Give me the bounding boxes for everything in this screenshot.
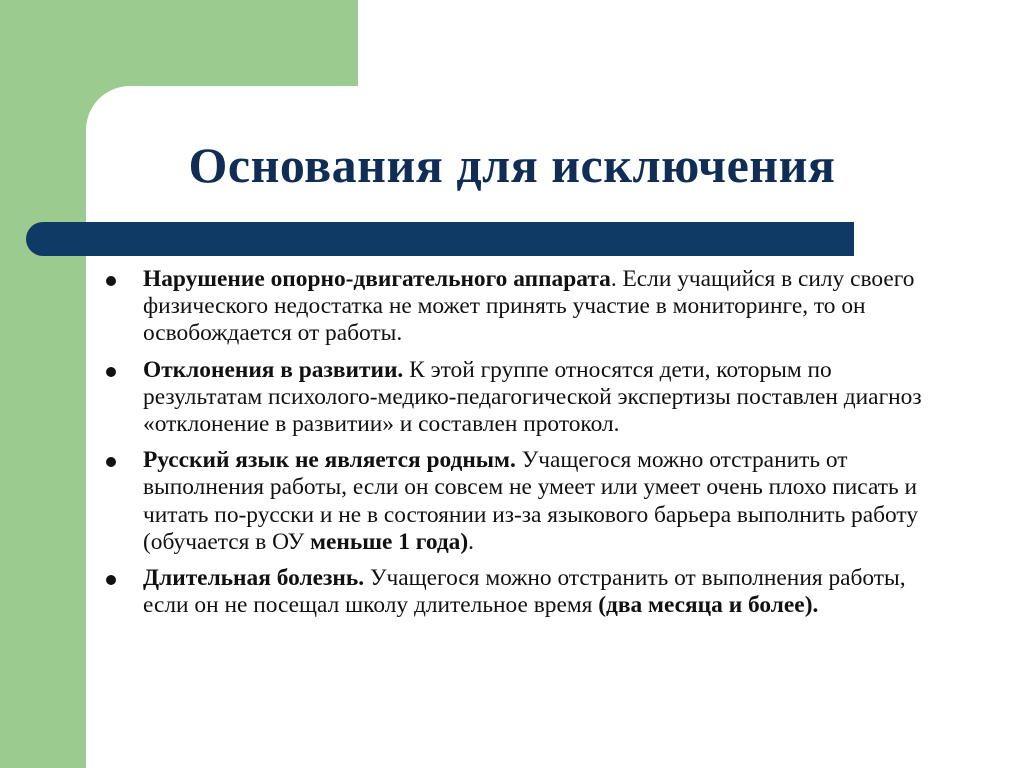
- bullet-list: [104, 266, 954, 628]
- bullet-item: [104, 266, 954, 348]
- slide-title: Основания для исключения: [188, 137, 836, 193]
- bullet-text: Учащегося можно отстранить от выполнения работы, если он совсем не умеет или умеет очень плохо писать и читать по-русски и не в состоянии из-за языкового барьера выполнить работу (обучается в ОУ: [143, 447, 919, 555]
- bullet-emphasis: (два месяца и более).: [598, 592, 819, 619]
- bullet-text: .: [468, 528, 475, 555]
- bullet-heading: Русский язык не является родным.: [143, 447, 516, 474]
- title-underline-bar: [26, 222, 854, 256]
- bullet-text: К этой группе относятся дети, которым по результатам психолого-медико-педагогической экспертизы поставлен диагноз «отклонение в развитии» и составлен протокол.: [143, 356, 922, 438]
- bullet-item: [104, 447, 954, 556]
- bullet-text: . Если учащийся в силу своего физического недостатка не может принять участие в мониторинге, то он освобождается от работы.: [143, 266, 915, 347]
- bullet-dot-icon: [106, 367, 116, 377]
- bullet-heading: Отклонения в развитии.: [143, 356, 404, 383]
- bullet-heading: Длительная болезнь.: [143, 565, 365, 592]
- bullet-heading: Нарушение опорно-двигательного аппарата: [143, 266, 611, 292]
- bullet-emphasis: меньше 1 года): [310, 528, 469, 555]
- bullet-item: [104, 565, 954, 619]
- bullet-item: [104, 357, 954, 439]
- bullet-dot-icon: [106, 276, 116, 286]
- bullet-dot-icon: [106, 575, 116, 585]
- bullet-text: Учащегося можно отстранить от выполнения работы, если он не посещал школу длительное время: [143, 565, 906, 619]
- bullet-dot-icon: [106, 457, 116, 467]
